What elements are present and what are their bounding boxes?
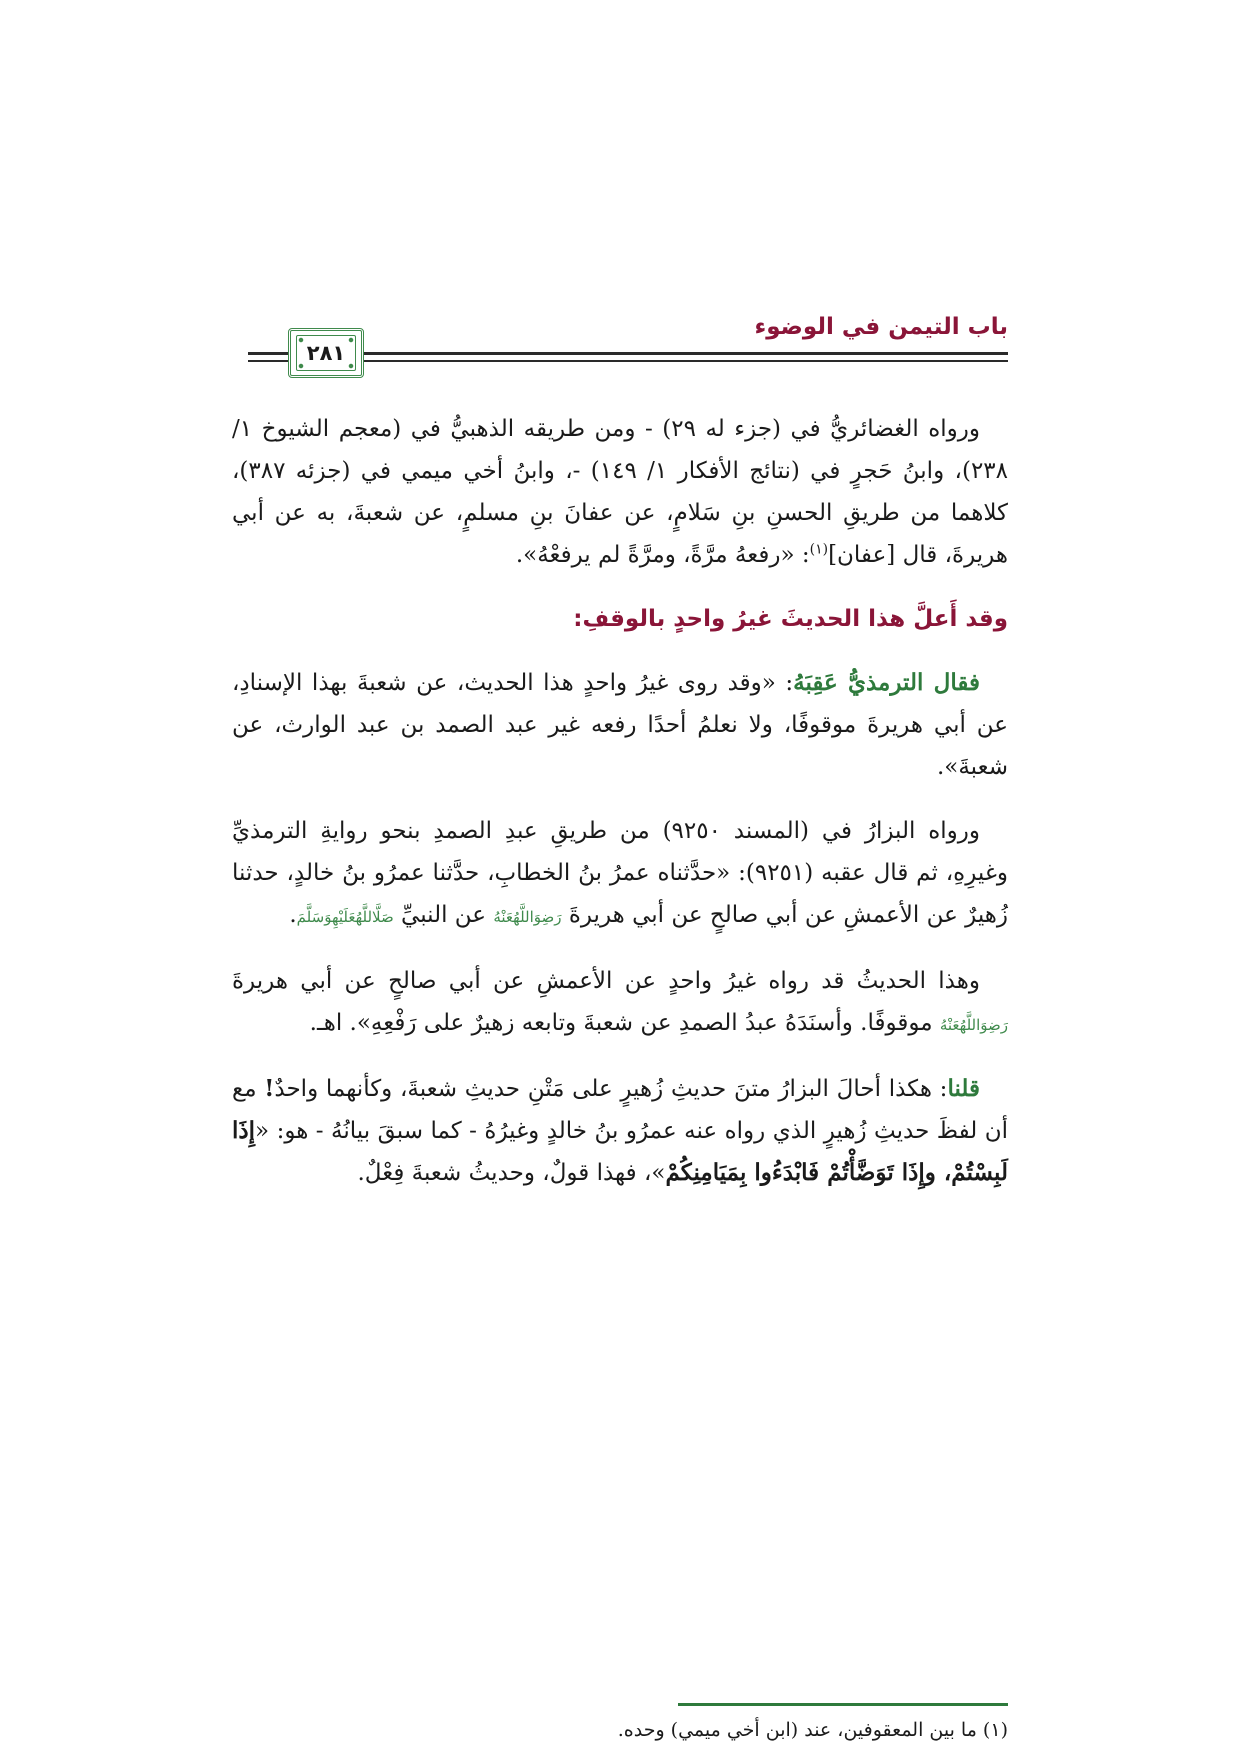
footnote: (١) ما بين المعقوفين، عند (ابن أخي ميمي) وحده.	[617, 1719, 1008, 1741]
paragraph-5-end: »، فهذا قولٌ، وحديثُ شعبةَ فِعْلٌ.	[357, 1160, 666, 1186]
paragraph-4-text-b: موقوفًا. وأسنَدَهُ عبدُ الصمدِ عن شعبةَ وتابعه زهيرٌ على رَفْعِهِ». اهـ.	[309, 1010, 933, 1036]
main-text	[232, 408, 1008, 1216]
paragraph-3-text-b: عن النبيِّ	[401, 902, 487, 928]
qulna-lead: قلنا	[947, 1075, 980, 1102]
section-heading: وقد أَعلَّ هذا الحديثَ غيرُ واحدٍ بالوقفِ:	[573, 606, 1008, 632]
exclamation: !	[264, 1075, 275, 1102]
honorific-radiallahu-2: رَضِوَاللَّهُعَنْهُ	[939, 1016, 1008, 1034]
paragraph-3	[232, 810, 1008, 938]
paragraph-5-text-b: مع أن لفظَ حديثِ زُهيرٍ الذي رواه عنه عمرُو بنُ خالدٍ وغيرُهُ - كما سبقَ بيانُهُ - هو: «	[232, 1076, 1008, 1144]
footnote-separator	[678, 1703, 1008, 1706]
paragraph-4-text: وهذا الحديثُ قد رواه غيرُ واحدٍ عن الأعمشِ عن أبي صالحٍ عن أبي هريرةَ	[232, 968, 980, 994]
chapter-title: باب التيمن في الوضوء	[754, 314, 1008, 340]
paragraph-1-text: ورواه الغضائريُّ في (جزء له ٢٩) - ومن طريقه الذهبيُّ في (معجم الشيوخ ١/ ٢٣٨)، وابنُ حَجرٍ في (نتائج الأفكار ١/ ١٤٩) -، وابنُ أخي ميمي في (جزئه ٣٨٧)، كلاهما من طريقِ الحسنِ بنِ سَلامٍ، عن عفانَ بنِ مسلمٍ، عن شعبةَ، به عن أبي هريرةَ، قال [عفان]	[232, 416, 1008, 568]
paragraph-3-end: .	[289, 902, 297, 928]
tirmidhi-quote: : «وقد روى غيرُ واحدٍ هذا الحديث، عن شعبةَ بهذا الإسنادِ، عن أبي هريرةَ موقوفًا، ولا نعلمُ أحدًا رفعه غير عبد الصمد بن عبد الوارث، عن شعبةَ».	[232, 670, 1008, 780]
page-number-badge	[288, 328, 364, 378]
paragraph-5-text: : هكذا أحالَ البزارُ متنَ حديثِ زُهيرٍ على مَتْنِ حديثِ شعبةَ، وكأنهما واحدٌ	[274, 1076, 948, 1102]
paragraph-1-text-end: : «رفعهُ مرَّةً، ومرَّةً لم يرفعْهُ».	[515, 542, 810, 568]
honorific-radiallahu: رَضِوَاللَّهُعَنْهُ	[493, 908, 562, 926]
paragraph-2	[232, 662, 1008, 788]
hadith-text: إِذَا لَبِسْتُمْ، وإِذَا تَوَضَّأْتُمْ فَابْدَءُوا بِمَيَامِنِكُمْ	[232, 1117, 1008, 1186]
paragraph-1	[232, 408, 1008, 576]
paragraph-4	[232, 960, 1008, 1046]
page-number-frame	[296, 335, 356, 371]
page-number: ٢٨١	[306, 341, 346, 365]
honorific-salla: صَلَّاللَّهُعَلَيْهِوَسَلَّمَ	[296, 908, 394, 926]
tirmidhi-lead: فقال الترمذيُّ عَقِبَهُ	[793, 669, 980, 696]
paragraph-5	[232, 1068, 1008, 1194]
paragraph-3-text: ورواه البزارُ في (المسند ٩٢٥٠) من طريقِ عبدِ الصمدِ بنحو روايةِ الترمذيِّ وغيرِهِ، ثم قال عقبه (٩٢٥١): «حدَّثناه عمرُ بنُ الخطابِ، حدَّثنا عمرُو بنُ خالدٍ، حدثنا زُهيرٌ عن الأعمشِ عن أبي صالحٍ عن أبي هريرةَ	[232, 818, 1008, 928]
footnote-reference: (١)	[809, 541, 829, 558]
